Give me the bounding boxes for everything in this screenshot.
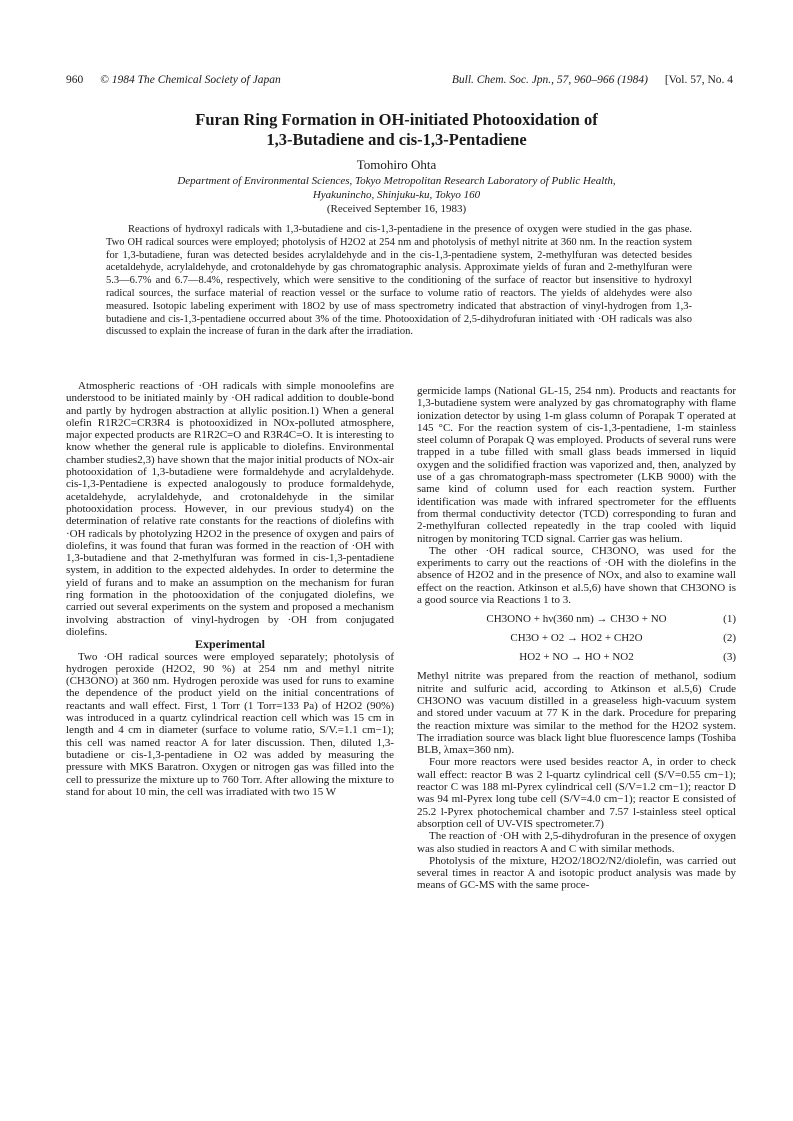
equation-number: (1) — [723, 613, 736, 626]
received-date: (Received September 16, 1983) — [326, 203, 467, 215]
title-line-2: 1,3-Butadiene and cis-1,3-Pentadiene — [266, 130, 527, 149]
paragraph-preparation: Methyl nitrite was prepared from the reaction of methanol, sodium nitrite and sulfuric acid, according to Atkinson et al.5,6) Crude CH3ONO was vacuum distilled in a greaseless high-vacuum system and stored under vacuum at 77 K in the dark. Procedure for preparing the reaction mixture was similar to the method for the H2O2 system. The irradiation source was black light blue fluorescence lamps (Toshiba BLB, λmax=360 nm). — [417, 670, 736, 757]
author: Tomohiro Ohta — [356, 157, 437, 172]
header-left — [66, 74, 281, 86]
running-header — [66, 74, 733, 90]
right-column — [417, 385, 736, 892]
equation-text: HO2 + NO → HO + NO2 — [519, 651, 634, 664]
article-title — [60, 110, 733, 150]
abstract: Reactions of hydroxyl radicals with 1,3-butadiene and cis-1,3-pentadiene in the presence of oxygen were studied in the gas phase. Two OH radical sources were employed; photolysis of H2O2 at 254 nm and photolysis of methyl nitrite at 360 nm. In the reaction system for 1,3-butadiene, furan was detected besides acrylaldehyde and in the cis-1,3-pentadiene system, 2-methylfuran was detected besides acetaldehyde, acrylaldehyde, and crotonaldehyde by gas chromatographic analysis. Approximate yields of furan and 2-methylfuran were 5.3—6.7% and 6.7—8.4%, respectively, which were sensitive to the conditioning of the surface of reactor but insensitive to hydroxyl radical sources, the surface material of reaction vessel or the surface to volume ratio of reactors. The yields of aldehydes were also measured. Isotopic labeling experiment with 18O2 by use of mass spectrometry indicated that abstraction of vinyl-hydrogen from 1,3-butadiene and cis-1,3-pentadiene occurred about 3% of the time. Photooxidation of 2,5-dihydrofuran initiated with ·OH radicals was also discussed to explain the increase of furan in the dark after the irradiation. — [106, 224, 692, 338]
paragraph-continued: germicide lamps (National GL-15, 254 nm). Products and reactants for 1,3-butadiene system were analyzed by gas chromatography with flame ionization detector by using 1-m glass column of Porapak T operated at 145 °C. For the reaction system of cis-1,3-pentadiene, 1-m stainless steel column of Porapak Q was employed. Products of several runs were trapped in a tube filled with small glass beads immersed in liquid oxygen and the solidified fraction was vaporized and, then, analyzed by use of a gas chromatograph-mass spectrometer (LKB 9000) with the same kind of column used for each reaction system. Further identification was made with infrared spectrometer for the effluents from thermal conductivity detector (TCD) corresponding to furan and 2-methylfuran collected repeatedly in the trap cooled with liquid nitrogen by monitoring TCD signal. Carrier gas was helium. — [417, 385, 736, 545]
affiliation-line-1: Department of Environmental Sciences, Tokyo Metropolitan Research Laboratory of Public Health, — [177, 175, 616, 187]
affiliation-line-2: Hyakunincho, Shinjuku-ku, Tokyo 160 — [312, 189, 481, 201]
copyright: © 1984 The Chemical Society of Japan — [100, 74, 281, 86]
introduction-paragraph: Atmospheric reactions of ·OH radicals with simple monoolefins are understood to be initiated mainly by ·OH radical addition to double-bond and partly by hydrogen abstraction at allylic position.1) When a general olefin R1R2C=CR3R4 is photooxidized in NOx-polluted atmosphere, major expected products are R1R2C=O and R3R4C=O. It is interesting to know whether the general rule is applicable to diolefins. Environmental chamber studies2,3) have shown that the major initial products of NOx-air photooxidation of 1,3-butadiene were formaldehyde and acrylaldehyde. cis-1,3-Pentadiene is expected analogously to produce formaldehyde, acetaldehyde, acrylaldehyde, and crotonaldehyde in the similar photooxidation process. However, in our previous study4) on the determination of relative rate constants for the reactions of diolefins with ·OH radicals by photolyzing H2O2 in the presence of oxygen and pairs of diolefins, it was found that furan was formed in the reaction of ·OH with 1,3-butadiene and that 2-methylfuran was formed in cis-1,3-pentadiene system, in addition to the expected aldehydes. In order to determine the yield of furans and to make an assumption on the mechanism for furan ring formation in the photooxidation of the conjugated diolefins, we carried out several experiments on the system and proposed a mechanism involving abstraction of vinyl-hydrogen by ·OH from conjugated diolefins. — [66, 380, 394, 638]
paragraph-reactors: Four more reactors were used besides reactor A, in order to check wall effect: reactor B was 2 l-quartz cylindrical cell (S/V=0.55 cm−1); reactor C was 188 ml-Pyrex cylindrical cell (S/V=1.2 cm−1); reactor D was 94 ml-Pyrex long tube cell (S/V=4.0 cm−1); reactor E consisted of 25.2 l-Pyrex photochemical chamber and 7.57 l-stainless steel optical absorption cell of UV-VIS spectrometer.7) — [417, 756, 736, 830]
equation — [417, 610, 736, 629]
section-heading-experimental: Experimental — [195, 637, 265, 652]
paragraph-isotopic: Photolysis of the mixture, H2O2/18O2/N2/diolefin, was carried out several times in reactor A and isotopic product analysis was made by means of GC-MS with the same proce- — [417, 854, 736, 892]
paragraph-dihydrofuran: The reaction of ·OH with 2,5-dihydrofuran in the presence of oxygen was also studied in reactors A and C with similar methods. — [417, 830, 736, 855]
equation — [417, 648, 736, 667]
page-number: 960 — [66, 74, 84, 86]
paragraph-methyl-nitrite-source: The other ·OH radical source, CH3ONO, was used for the experiments to carry out the reactions of ·OH with the diolefins in the absence of H2O2 and in the presence of NOx, and also to examine wall effect on the reaction. Atkinson et al.5,6) have shown that CH3ONO is a good source via Reactions 1 to 3. — [417, 544, 736, 607]
affiliation — [100, 174, 693, 202]
equation-number: (3) — [723, 651, 736, 664]
title-line-1: Furan Ring Formation in OH-initiated Photooxidation of — [195, 110, 598, 129]
equation-text: CH3ONO + hν(360 nm) → CH3O + NO — [486, 613, 667, 626]
experimental-paragraph: Two ·OH radical sources were employed separately; photolysis of hydrogen peroxide (H2O2, 90 %) at 254 nm and methyl nitrite (CH3ONO) at 360 nm. Hydrogen peroxide was used for runs to examine the dependence of the product yield on the initial concentrations of reactants and wall effect. First, 1 Torr (1 Torr=133 Pa) of H2O2 (90%) was introduced in a quartz cylindrical reaction cell which was 15 cm in length and 4 cm in diameter (surface to volume ratio, S/V.=1.1 cm−1); this cell was named reactor A for later discussion. Then, diluted 1,3-butadiene or cis-1,3-pentadiene in O2 was added by measuring the pressure with MKS Baratron. Oxygen or nitrogen gas was filled into the cell to pressurize the mixture up to 760 Torr. After allowing the mixture to stand for about 10 min, the cell was irradiated with two 15 W — [66, 650, 394, 798]
equation — [417, 629, 736, 648]
equation-text: CH3O + O2 → HO2 + CH2O — [510, 632, 643, 645]
equation-number: (2) — [723, 632, 736, 645]
left-column — [66, 380, 394, 798]
journal-citation: Bull. Chem. Soc. Jpn., 57, 960–966 (1984) — [451, 74, 648, 86]
header-right — [452, 74, 733, 86]
volume-issue: [Vol. 57, No. 4 — [664, 74, 733, 86]
equation-block — [417, 610, 736, 667]
